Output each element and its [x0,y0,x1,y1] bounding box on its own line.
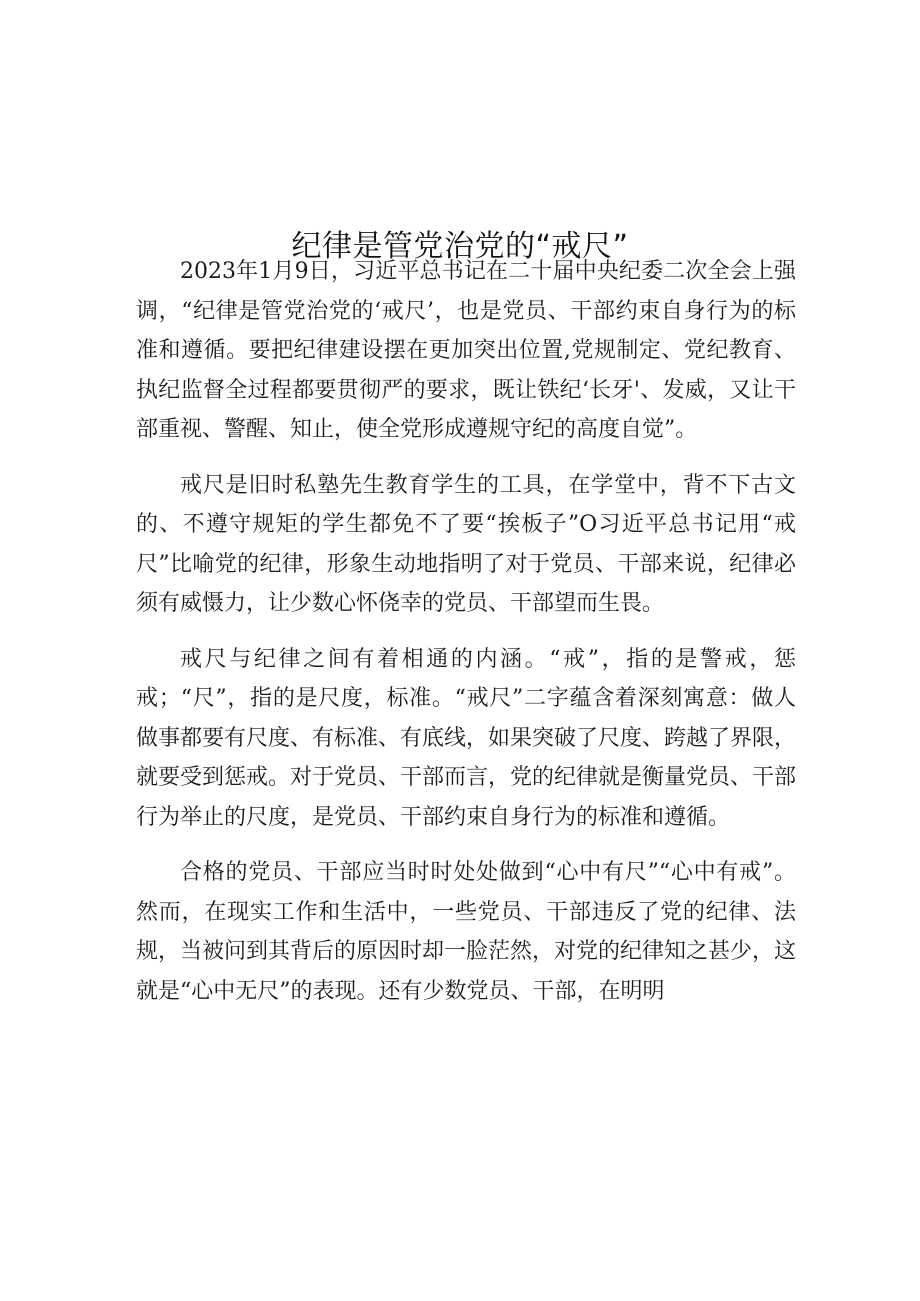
paragraph-4: 合格的党员、干部应当时时处处做到“心中有尺”“心中有戒”。然而，在现实工作和生活中，一些党员、干部违反了党的纪律、法规，当被问到其背后的原因时却一脸茫然，对党的纪律知之甚少，这就是“心中无尺”的表现。还有少数党员、干部，在明明 [136,860,797,1004]
document-title: 纪律是管党治党的“戒尺” [291,229,629,265]
paragraph-1: 2023年1月9日，习近平总书记在二十届中央纪委二次全会上强调，“纪律是管党治党的‘戒尺’，也是党员、干部约束自身行为的标准和遵循。要把纪律建设摆在更加突出位置,党规制定、党纪教育、执纪监督全过程都要贯彻严的要求，既让铁纪‘长牙'、发威，又让干部重视、警醒、知止，使全党形成遵规守纪的高度自觉”。 [136,259,796,442]
paragraph-3: 戒尺与纪律之间有着相通的内涵。“戒”，指的是警戒，惩戒；“尺”，指的是尺度，标准。“戒尺”二字蕴含着深刻寓意：做人做事都要有尺度、有标准、有底线，如果突破了尺度、跨越了界限，就要受到惩戒。对于党员、干部而言，党的纪律就是衡量党员、干部行为举止的尺度，是党员、干部约束自身行为的标准和遵循。 [136,646,797,830]
paragraph-2: 戒尺是旧时私塾先生教育学生的工具，在学堂中，背不下古文的、不遵守规矩的学生都免不了要“挨板子”O习近平总书记用“戒尺”比喻党的纪律，形象生动地指明了对于党员、干部来说，纪律必须有威慑力，让少数心怀侥幸的党员、干部望而生畏。 [136,472,796,616]
document-body [136,252,796,1027]
